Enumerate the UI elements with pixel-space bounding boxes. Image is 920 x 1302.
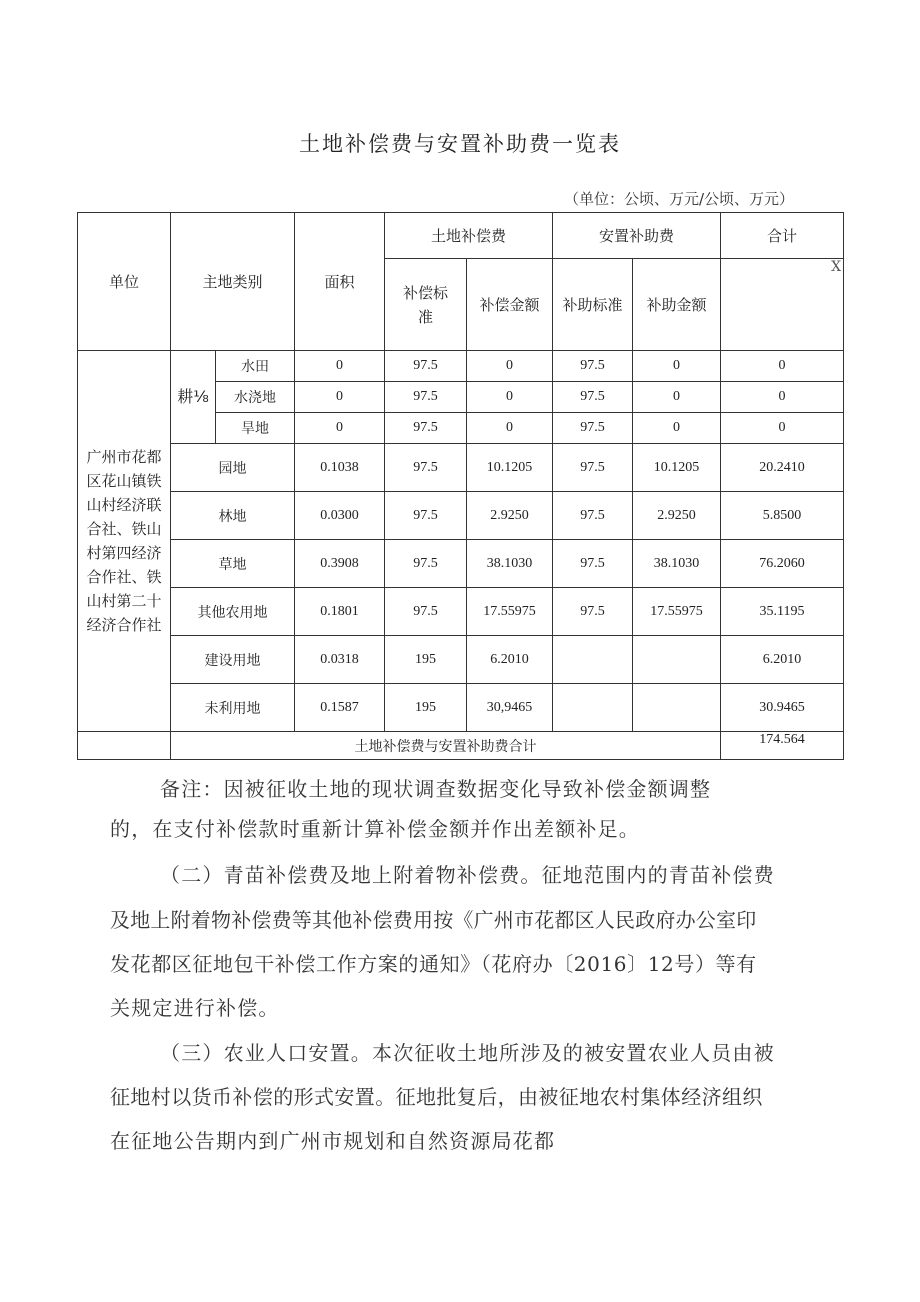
comp-amount: 30,9465 — [467, 684, 553, 732]
paragraph-3-line-3: 在征地公告期内到广州市规划和自然资源局花都 — [110, 1129, 556, 1153]
land-type: 未利用地 — [171, 684, 295, 732]
area: 0 — [295, 351, 385, 382]
comp-standard: 97.5 — [385, 540, 467, 588]
sum-row-blank — [78, 732, 171, 760]
paragraph-2-line-4: 关规定进行补偿。 — [110, 996, 280, 1020]
area: 0.1801 — [295, 588, 385, 636]
header-total-sub — [721, 259, 844, 351]
comp-standard: 195 — [385, 684, 467, 732]
land-type: 林地 — [171, 492, 295, 540]
table-row — [78, 636, 844, 684]
comp-standard: 97.5 — [385, 588, 467, 636]
header-land-type: 主地类别 — [171, 213, 295, 351]
comp-standard: 97.5 — [385, 413, 467, 444]
subsidy-amount — [633, 684, 721, 732]
note-line-1: 备注：因被征收土地的现状调查数据变化导致补偿金额调整 — [160, 777, 712, 801]
sum-value: 174.564 — [721, 732, 844, 760]
subsidy-amount: 38.1030 — [633, 540, 721, 588]
area: 0 — [295, 382, 385, 413]
subsidy-standard: 97.5 — [553, 413, 633, 444]
area: 0.0300 — [295, 492, 385, 540]
page-title: 土地补偿费与安置补助费一览表 — [299, 132, 621, 156]
subsidy-standard: 97.5 — [553, 444, 633, 492]
comp-amount: 0 — [467, 382, 553, 413]
comp-standard: 97.5 — [385, 351, 467, 382]
header-subsidy-standard: 补助标准 — [553, 259, 633, 351]
table-row — [78, 684, 844, 732]
subsidy-standard: 97.5 — [553, 540, 633, 588]
row-total: 30.9465 — [721, 684, 844, 732]
comp-standard: 97.5 — [385, 444, 467, 492]
comp-amount: 2.9250 — [467, 492, 553, 540]
row-total: 0 — [721, 413, 844, 444]
paragraph-3-line-1: （三）农业人口安置。本次征收土地所涉及的被安置农业人员由被 — [160, 1041, 775, 1065]
subsidy-standard — [553, 636, 633, 684]
row-total: 0 — [721, 382, 844, 413]
subsidy-amount: 0 — [633, 413, 721, 444]
comp-standard: 97.5 — [385, 492, 467, 540]
land-type: 旱地 — [216, 413, 295, 444]
row-total: 76.2060 — [721, 540, 844, 588]
area: 0.1587 — [295, 684, 385, 732]
header-land-compensation: 土地补偿费 — [385, 213, 553, 259]
sum-label: 土地补偿费与安置补助费合计 — [171, 732, 721, 760]
table-row — [78, 588, 844, 636]
total-mark: X — [831, 259, 842, 275]
subsidy-amount: 17.55975 — [633, 588, 721, 636]
header-subsidy-amount: 补助金额 — [633, 259, 721, 351]
header-resettlement-subsidy: 安置补助费 — [553, 213, 721, 259]
subsidy-standard — [553, 684, 633, 732]
header-comp-standard: 补偿标准 — [385, 259, 467, 351]
unit-note: （单位：公顷、万元/公顷、万元） — [563, 190, 794, 208]
area: 0 — [295, 413, 385, 444]
subsidy-standard: 97.5 — [553, 492, 633, 540]
paragraph-3-line-2: 征地村以货币补偿的形式安置。征地批复后，由被征地农村集体经济组织 — [110, 1085, 763, 1109]
comp-standard: 97.5 — [385, 382, 467, 413]
comp-amount: 38.1030 — [467, 540, 553, 588]
land-type: 水浇地 — [216, 382, 295, 413]
note-line-2: 的，在支付补偿款时重新计算补偿金额并作出差额补足。 — [110, 817, 640, 841]
comp-amount: 10.1205 — [467, 444, 553, 492]
header-unit: 单位 — [78, 213, 171, 351]
comp-amount: 0 — [467, 351, 553, 382]
land-type: 园地 — [171, 444, 295, 492]
paragraph-2-line-2: 及地上附着物补偿费等其他补偿费用按《广州市花都区人民政府办公室印 — [110, 908, 757, 932]
cultivated-land-label: 耕⅛ — [171, 351, 216, 444]
subsidy-amount: 10.1205 — [633, 444, 721, 492]
row-total: 20.2410 — [721, 444, 844, 492]
row-total: 35.1195 — [721, 588, 844, 636]
compensation-table — [77, 212, 844, 760]
subsidy-amount: 0 — [633, 382, 721, 413]
header-comp-amount: 补偿金额 — [467, 259, 553, 351]
header-total: 合计 — [721, 213, 844, 259]
row-total: 5.8500 — [721, 492, 844, 540]
table-row — [78, 444, 844, 492]
header-area: 面积 — [295, 213, 385, 351]
subsidy-amount: 0 — [633, 351, 721, 382]
area: 0.1038 — [295, 444, 385, 492]
subsidy-standard: 97.5 — [553, 588, 633, 636]
land-type: 水田 — [216, 351, 295, 382]
subsidy-standard: 97.5 — [553, 351, 633, 382]
sum-row — [78, 732, 844, 760]
row-total: 0 — [721, 351, 844, 382]
comp-amount: 17.55975 — [467, 588, 553, 636]
comp-amount: 0 — [467, 413, 553, 444]
subsidy-standard: 97.5 — [553, 382, 633, 413]
unit-name-cell: 广州市花都区花山镇铁山村经济联合社、铁山村第四经济合作社、铁山村第二十经济合作社 — [78, 351, 171, 732]
subsidy-amount: 2.9250 — [633, 492, 721, 540]
table-row — [78, 351, 844, 382]
area: 0.3908 — [295, 540, 385, 588]
table-row — [78, 540, 844, 588]
land-type: 草地 — [171, 540, 295, 588]
comp-amount: 6.2010 — [467, 636, 553, 684]
table-row — [78, 492, 844, 540]
paragraph-2-line-1: （二）青苗补偿费及地上附着物补偿费。征地范围内的青苗补偿费 — [160, 863, 775, 887]
comp-standard: 195 — [385, 636, 467, 684]
paragraph-2-line-3: 发花都区征地包干补偿工作方案的通知》（花府办〔2016〕12号）等有 — [110, 952, 757, 976]
row-total: 6.2010 — [721, 636, 844, 684]
area: 0.0318 — [295, 636, 385, 684]
land-type: 建设用地 — [171, 636, 295, 684]
land-type: 其他农用地 — [171, 588, 295, 636]
subsidy-amount — [633, 636, 721, 684]
